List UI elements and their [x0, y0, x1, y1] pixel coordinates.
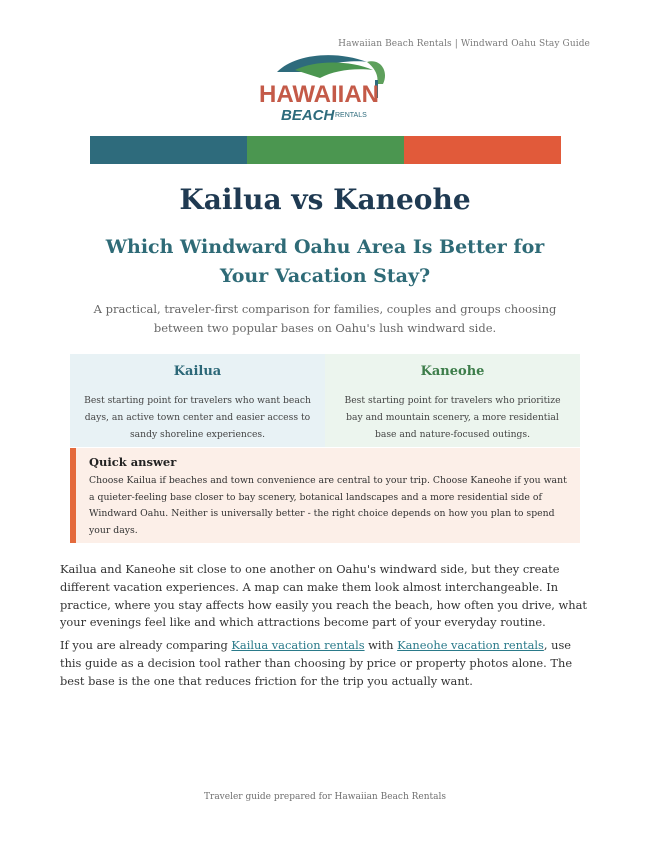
kaneohe-rentals-link[interactable]: Kaneohe vacation rentals [397, 638, 544, 652]
kailua-rentals-link[interactable]: Kailua vacation rentals [231, 638, 365, 652]
brand-color-bar [90, 136, 561, 164]
kaneohe-text: Best starting point for travelers who prioritize bay and mountain scenery, a more residential base and nature-focused outings. [344, 395, 561, 440]
logo-wordmark-secondary: BEACH [281, 107, 335, 124]
kaneohe-card [325, 354, 580, 447]
header-note: Hawaiian Beach Rentals | Windward Oahu Stay Guide [338, 39, 590, 49]
quick-answer-callout [70, 448, 580, 543]
paragraph-2-connector: with [364, 638, 398, 652]
kailua-text: Best starting point for travelers who want beach days, an active town center and easier access to sandy shoreline experiences. [84, 395, 311, 440]
quick-answer-heading: Quick answer [89, 455, 177, 469]
color-bar-orange [404, 136, 561, 164]
page-title: Kailua vs Kaneohe [179, 183, 471, 216]
page-subtitle: Which Windward Oahu Area Is Better for Your Vacation Stay? [105, 236, 545, 287]
logo-wordmark-tertiary: RENTALS [335, 112, 367, 119]
color-bar-teal [90, 136, 247, 164]
color-bar-green [247, 136, 404, 164]
quick-answer-text: Choose Kailua if beaches and town convenience are central to your trip. Choose Kaneohe if you want a quieter-feeling base closer to bay scenery, botanical landscapes and a more residential side of Windward Oahu. Neither is universally better - the right choice depends on how you plan to spend your days. [89, 475, 567, 536]
kailua-card [70, 354, 325, 447]
body-paragraph-2 [60, 637, 590, 690]
kaneohe-heading: Kaneohe [420, 364, 485, 379]
intro-text: A practical, traveler-first comparison for families, couples and groups choosing between two popular bases on Oahu's lush windward side. [93, 302, 557, 335]
brand-logo [255, 50, 395, 125]
page-footer: Traveler guide prepared for Hawaiian Beach Rentals [204, 792, 446, 802]
comparison-panel [70, 354, 580, 447]
paragraph-2-intro: If you are already comparing [60, 638, 232, 652]
body-paragraph-1: Kailua and Kaneohe sit close to one another on Oahu's windward side, but they create different vacation experiences. A map can make them look almost interchangeable. In practice, where you stay affects how easily you reach the beach, how often you drive, what your evenings feel like and which attractions become part of your everyday routine. [60, 562, 588, 630]
paragraph-2-rest: , use this guide as a decision tool rather than choosing by price or property photos alone. The best base is the one that reduces friction for the trip you actually want. [60, 638, 573, 688]
kailua-heading: Kailua [173, 364, 222, 379]
logo-wordmark: HAWAIIAN [259, 81, 379, 108]
